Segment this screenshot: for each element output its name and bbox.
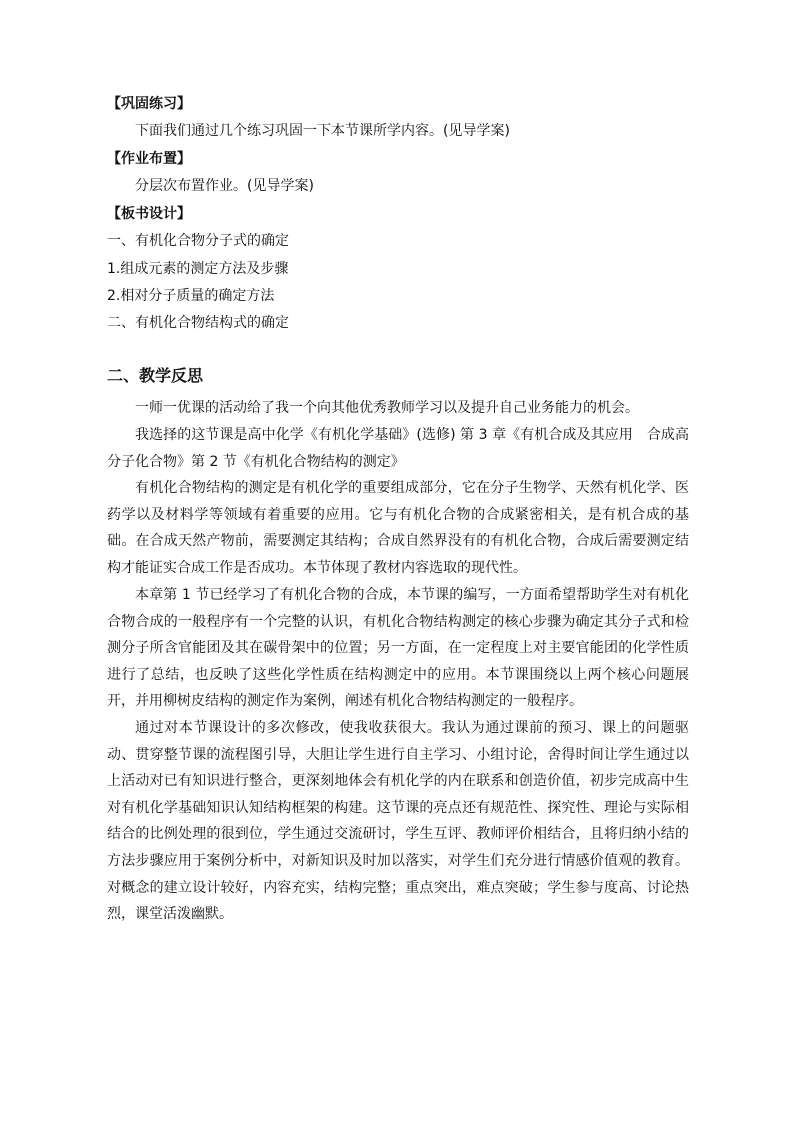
reflection-heading: 二、教学反思 [107, 366, 204, 385]
board-item: 二、有机化合物结构式的确定 [107, 315, 289, 331]
board-item: 1.组成元素的测定方法及步骤 [107, 261, 289, 277]
homework-heading: 【作业布置】 [107, 151, 191, 167]
homework-text: 分层次布置作业。(见导学案) [135, 178, 314, 194]
board-design-heading: 【板书设计】 [107, 206, 191, 222]
reflection-paragraph: 通过对本节课设计的多次修改，使我收获很大。我认为通过课前的预习、课上的问题驱动、贯穿整节课的流程图引导，大胆让学生进行自主学习、小组讨论，舍得时间让学生通过以上活动对已有知识进行整合，更深刻地体会有机化学的内在联系和创造价值，初步完成高中生对有机化学基础知识认知结构框架的构建。这节课的亮点还有规范性、探究性、理论与实际相结合的比例处理的很到位，学生通过交流研讨，学生互评、教师评价相结合，且将归纳小结的方法步骤应用于案例分析中，对新知识及时加以落实，对学生们充分进行情感价值观的教育。对概念的建立设计较好，内容充实，结构完整；重点突出，难点突破；学生参与度高、讨论热烈，课堂活泼幽默。 [107, 720, 689, 923]
reflection-paragraph: 本章第 1 节已经学习了有机化合物的合成，本节课的编写，一方面希望帮助学生对有机化合物合成的一般程序有一个完整的认识，有机化合物结构测定的核心步骤为确定其分子式和检测分子所含官能团及其在碳骨架中的位置；另一方面，在一定程度上对主要官能团的化学性质进行了总结，也反映了这些化学性质在结构测定中的应用。本节课围绕以上两个核心问题展开，并用柳树皮结构的测定作为案例，阐述有机化合物结构测定的一般程序。 [107, 587, 689, 710]
practice-text: 下面我们通过几个练习巩固一下本节课所学内容。(见导学案) [135, 123, 510, 139]
practice-heading: 【巩固练习】 [107, 96, 191, 112]
board-item: 2.相对分子质量的确定方法 [107, 288, 275, 304]
reflection-paragraph: 有机化合物结构的测定是有机化学的重要组成部分，它在分子生物学、天然有机化学、医药学以及材料学等领域有着重要的应用。它与有机化合物的合成紧密相关，是有机合成的基础。在合成天然产物前，需要测定其结构；合成自然界没有的有机化合物，合成后需要测定结构才能证实合成工作是否成功。本节体现了教材内容选取的现代性。 [107, 480, 689, 576]
board-item: 一、有机化合物分子式的确定 [107, 233, 289, 249]
reflection-paragraph: 一师一优课的活动给了我一个向其他优秀教师学习以及提升自己业务能力的机会。 [135, 400, 639, 416]
reflection-paragraph: 我选择的这节课是高中化学《有机化学基础》(选修) 第 3 章《有机合成及其应用 合成高分子化合物》第 2 节《有机化合物结构的测定》 [107, 427, 689, 470]
